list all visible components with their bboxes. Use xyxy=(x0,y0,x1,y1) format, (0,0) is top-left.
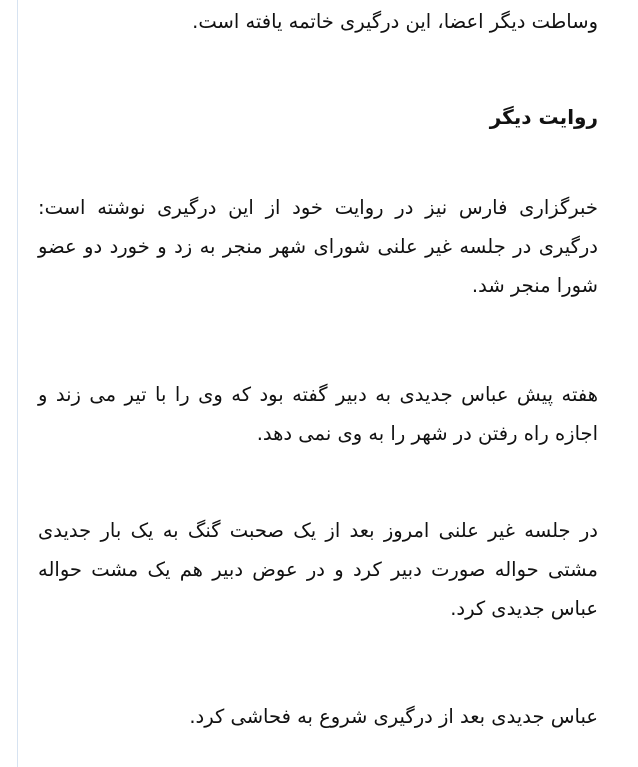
paragraph-1: خبرگزاری فارس نیز در روایت خود از این درگیری نوشته است: درگیری در جلسه غیر علنی شورای شهر منجر به زد و خورد دو عضو شورا منجر شد. xyxy=(38,196,598,297)
section-heading: روایت دیگر xyxy=(489,105,598,129)
paragraph-3: در جلسه غیر علنی امروز بعد از یک صحبت گنگ به یک بار جدیدی مشتی حواله صورت دبیر کرد و در عوض دبیر هم یک مشت حواله عباس جدیدی کرد. xyxy=(38,519,598,620)
paragraph-2: هفته پیش عباس جدیدی به دبیر گفته بود که وی را با تیر می زند و اجازه راه رفتن در شهر را به وی نمی دهد. xyxy=(38,383,598,445)
left-border-line xyxy=(17,0,18,767)
paragraph-4: عباس جدیدی بعد از درگیری شروع به فحاشی کرد. xyxy=(189,705,598,728)
intro-tail-paragraph: وساطت دیگر اعضا، این درگیری خاتمه یافته است. xyxy=(192,10,598,33)
